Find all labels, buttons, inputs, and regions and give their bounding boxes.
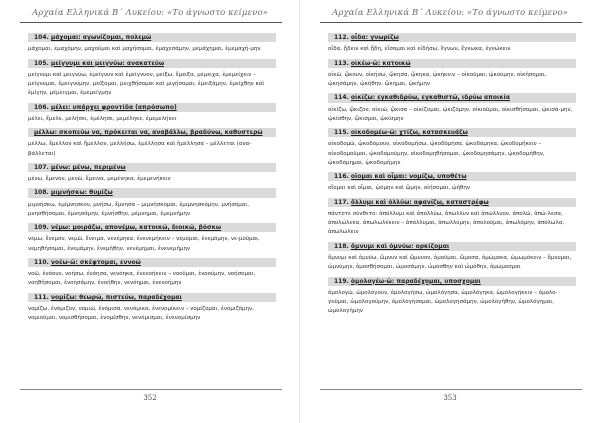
- verb-entry-heading: [28, 163, 276, 172]
- page-number-left: 352: [143, 394, 157, 402]
- entry-conjugation: οἰκίζω, ᾤκιζον, οἰκιῶ, ᾤκισα – οἰκίζομαι, ᾠκιζόμην, οἰκιοῦμαι, οἰκισθήσομαι, ᾠκισά-μην, ᾠκίσθην, ᾤκισμαι, ᾠκίσμην: [328, 106, 573, 122]
- entry-title: ὄλλυμι καὶ ὀλλύω: αφανίζω, καταστρέφω: [350, 198, 489, 206]
- entry-number: 108.: [34, 189, 49, 197]
- entry-conjugation: μέλει, ἔμελε, μελήσει, ἐμέλησε, μεμέληκε, ἐμεμελήκει: [28, 115, 177, 122]
- running-head-right: Αρχαία Ελληνικά Β΄ Λυκείου: «Το άγνωστο κείμενο»: [332, 8, 568, 18]
- entry-title: μιμνήσκω: θυμίζω: [50, 189, 113, 197]
- entry-conjugation: νομίζω, ἐνόμιζον, νομιῶ, ἐνόμισα, νενόμικα, ἐνενομίκειν – νομίζομαι, ἐνομιζόμην, νομιοῦμαι, νομισθήσομαι, ἐνομίσθην, νενόμισμαι, ἐνενομίσμην: [28, 305, 254, 322]
- entry-number: 111.: [34, 293, 49, 301]
- entry-title: μάχομαι: αγωνίζομαι, πολεμώ: [50, 34, 152, 41]
- verb-entry-heading: [28, 128, 276, 137]
- verb-entry-heading: [28, 188, 276, 197]
- verb-entry-heading: [328, 33, 576, 42]
- entry-number: 112.: [334, 34, 349, 41]
- entry-title: οἴομαι καὶ οἶμαι: νομίζω, υποθέτω: [350, 173, 467, 181]
- verb-entry-heading: [328, 93, 576, 102]
- entry-conjugation: πάντοτε σύνθετο: ἀπόλλυμι καὶ ἀπολλύω, ἀπώλλυν καὶ ἀπώλλυον, ἀπολῶ, ἀπώ-λεσα, ἀπολώλεκα, ἀπωλωλέκειν – ἀπόλλυμαι, ἀπωλλύμην, ἀπολοῦμαι, ἀπωλόμην, ἀπόλωλα, ἀπωλώλειν: [328, 210, 565, 236]
- verb-entry-heading: [28, 223, 276, 232]
- entry-title: οἰκέω-ῶ: κατοικώ: [350, 59, 411, 67]
- entry-conjugation: οἰκῶ, ᾤκουν, οἰκήσω, ᾤκησα, ᾤκηκα, ᾠκήκειν – οἰκοῦμαι, ᾠκούμην, οἰκήσομαι, ᾠκησάμην, ᾠκήθην, ᾤκημαι, ᾠκήμην: [328, 71, 547, 87]
- right-page-content: [328, 30, 576, 321]
- entry-conjugation: μένω, ἔμενον, μενῶ, ἔμεινα, μεμένηκα, ἐμεμενήκειν: [28, 176, 171, 183]
- verb-entry-heading: [328, 277, 576, 286]
- entry-conjugation: ὁμολογῶ, ὡμολόγουν, ὁμολογήσω, ὡμολόγησα, ὡμολόγηκα, ὡμολογήκειν – ὁμολο-γοῦμαι, ὡμολογούμην, ὁμολογήσομαι, ὡμολογησάμην, ὡμολογήθην, ὡμολόγημαι, ὡμολογήμην: [328, 289, 558, 315]
- entry-title: μένω: μένω, περιμένω: [50, 163, 126, 171]
- entry-conjugation: μιμνήσκω, ἐμίμνησκον, μνήσω, ἔμνησα – μιμνήσκομαι, ἐμιμνησκόμην, μνήσομαι, μνησθήσομαι, ἐμνησάμην, ἐμνήσθην, μέμνημαι, ἐμεμνήμην: [28, 201, 250, 217]
- verb-entry-heading: [328, 128, 576, 137]
- footer-rule-left: [20, 389, 282, 390]
- entry-number: 114.: [334, 94, 349, 102]
- verb-entry-heading: [328, 59, 576, 68]
- entry-conjugation: νοῶ, ἐνόουν, νοήσω, ἐνόησα, νενόηκα, ἐνενοήκειν – νοοῦμαι, ἐνοούμην, νοήσομαι, νοηθήσομαι, ἐνοησάμην, ἐνοήθην, νενόημαι, ἐνενοήμην: [28, 271, 256, 287]
- entry-conjugation: μείγνυμι καὶ μειγνύω, ἐμείγνυν καὶ ἐμείγνυον, μείξω, ἔμειξα, μέμειχα, ἐμεμείχειν – μείγνυμαι, ἐμειγνύμην, μείξομαι, μειχθήσομαι καὶ μιγήσομαι, ἐμειξάμην, ἐμείχθην καὶ ἐμίγην, μέμειγμαι, ἐμεμείγμην: [28, 71, 265, 97]
- entry-conjugation: ὄμνυμι καὶ ὀμνύω, ὤμνυν καὶ ὤμνυον, ὀμοῦμαι, ὤμοσα, ὀμώμοκα, ὠμωμόκειν – ὄμνυμαι, ὠμνύμην, ὀμοσθήσομαι, ὠμοσάμην, ὠμόσθην καὶ ὠμόθην, ὀμώμοσμαι: [328, 254, 572, 271]
- entry-number: 105.: [34, 59, 49, 67]
- entry-number: 110.: [34, 258, 49, 266]
- entry-number: 113.: [334, 59, 349, 67]
- entry-conjugation: οἰκοδομῶ, ᾠκοδόμουν, οἰκοδομήσω, ᾠκοδόμησα, ᾠκοδόμηκα, ᾠκοδομήκειν – οἰκοδομοῦμαι, ᾠκοδομούμην, οἰκοδομηθήσομαι, ᾠκοδομησάμην, ᾠκοδομήθην, ᾠκοδόμημαι, ᾠκοδομήμην: [328, 141, 545, 166]
- entry-conjugation: οἴομαι καὶ οἶμαι, ᾠόμην καὶ ᾤμην, οἰήσομαι, ᾠήθην: [328, 185, 470, 192]
- left-page-content: [28, 30, 276, 328]
- entry-number: 107.: [34, 163, 49, 171]
- entry-number: 119.: [334, 277, 349, 285]
- entry-conjugation: νέμω, ἔνεμον, νεμῶ, ἔνειμα, νενέμηκα, ἐνενεμήκειν – νέμομαι, ἐνεμόμην, νε-μοῦμαι, νεμηθήσομαι, ἐνεμάμην, ἐνεμήθην, νενέμημαι, ἐνενεμήμην: [28, 236, 260, 252]
- entry-number: 117.: [334, 198, 349, 206]
- page-number-right: 353: [443, 394, 457, 402]
- entry-number: 109.: [34, 224, 49, 232]
- entry-number: 115.: [334, 129, 349, 137]
- running-head-left: Αρχαία Ελληνικά Β΄ Λυκείου: «Το άγνωστο κείμενο»: [32, 8, 268, 18]
- verb-entry-heading: [328, 198, 576, 207]
- entry-number: 106.: [34, 103, 49, 111]
- entry-conjugation: μέλλω, ἔμελλον καὶ ἤμελλον, μελλήσω, ἐμέλλησα καὶ ἠμέλλησα – μέλλεται (ανα-βάλλεται): [28, 141, 252, 157]
- right-page: [300, 0, 600, 423]
- entry-title: ὄμνυμι καὶ ὀμνύω: ορκίζομαι: [350, 242, 450, 250]
- entry-conjugation: μάχομαι, έμαχόμην, μαχοῦμαι καὶ μαχήσομαι, ἐμαχεσάμην, μεμάχημαι, ἐμεμαχή-μην: [28, 46, 261, 53]
- verb-entry-heading: [28, 293, 276, 302]
- entry-title: οἶδα: γνωρίζω: [350, 34, 399, 41]
- verb-entry-heading: [28, 258, 276, 267]
- entry-title: νομίζω: θεωρώ, πιστεύω, παραδέχομαι: [50, 293, 182, 301]
- verb-entry-heading: [328, 172, 576, 181]
- entry-number: 118.: [334, 242, 349, 250]
- entry-title: νοέω-ῶ: σκέφτομαι, εννοώ: [50, 258, 141, 266]
- entry-title: μέλει: υπάρχει φροντίδα (απρόσωπο): [50, 103, 177, 111]
- verb-entry-heading: [28, 33, 276, 42]
- entry-conjugation: οἶδα, ᾔδειν καὶ ᾔδη, εἴσομαι καὶ εἰδήσω, ἔγνων, ἔγνωκα, ἐγνώκειν: [328, 46, 511, 53]
- header-rule-right: [320, 22, 582, 23]
- entry-title: μείγνυμι και μειγνύω: ανακατεύω: [50, 59, 165, 67]
- entry-title: μέλλω: σκοπεύω να, πρόκειται να, αναβάλλω, βραδύνω, καθυστερώ: [34, 129, 263, 137]
- verb-entry-heading: [328, 242, 576, 251]
- entry-title: ὁμολογέω-ῶ: παραδέχομαι, υποσχομαι: [350, 277, 481, 285]
- entry-number: 116.: [334, 173, 349, 181]
- entry-title: οἰκίζω: εγκαθιδρύω, εγκαθιστώ, ιδρύω αποικία: [350, 94, 511, 102]
- verb-entry-heading: [28, 103, 276, 112]
- verb-entry-heading: [28, 59, 276, 68]
- entry-title: νέμω: μοιράζω, απονέμω, κατοικώ, διοικώ, βόσκω: [50, 224, 222, 232]
- header-rule-left: [20, 22, 282, 23]
- entry-title: οἰκοδομέω-ῶ: χτίζω, κατασκευάζω: [350, 129, 468, 137]
- footer-rule-right: [320, 389, 582, 390]
- entry-number: 104.: [34, 34, 49, 41]
